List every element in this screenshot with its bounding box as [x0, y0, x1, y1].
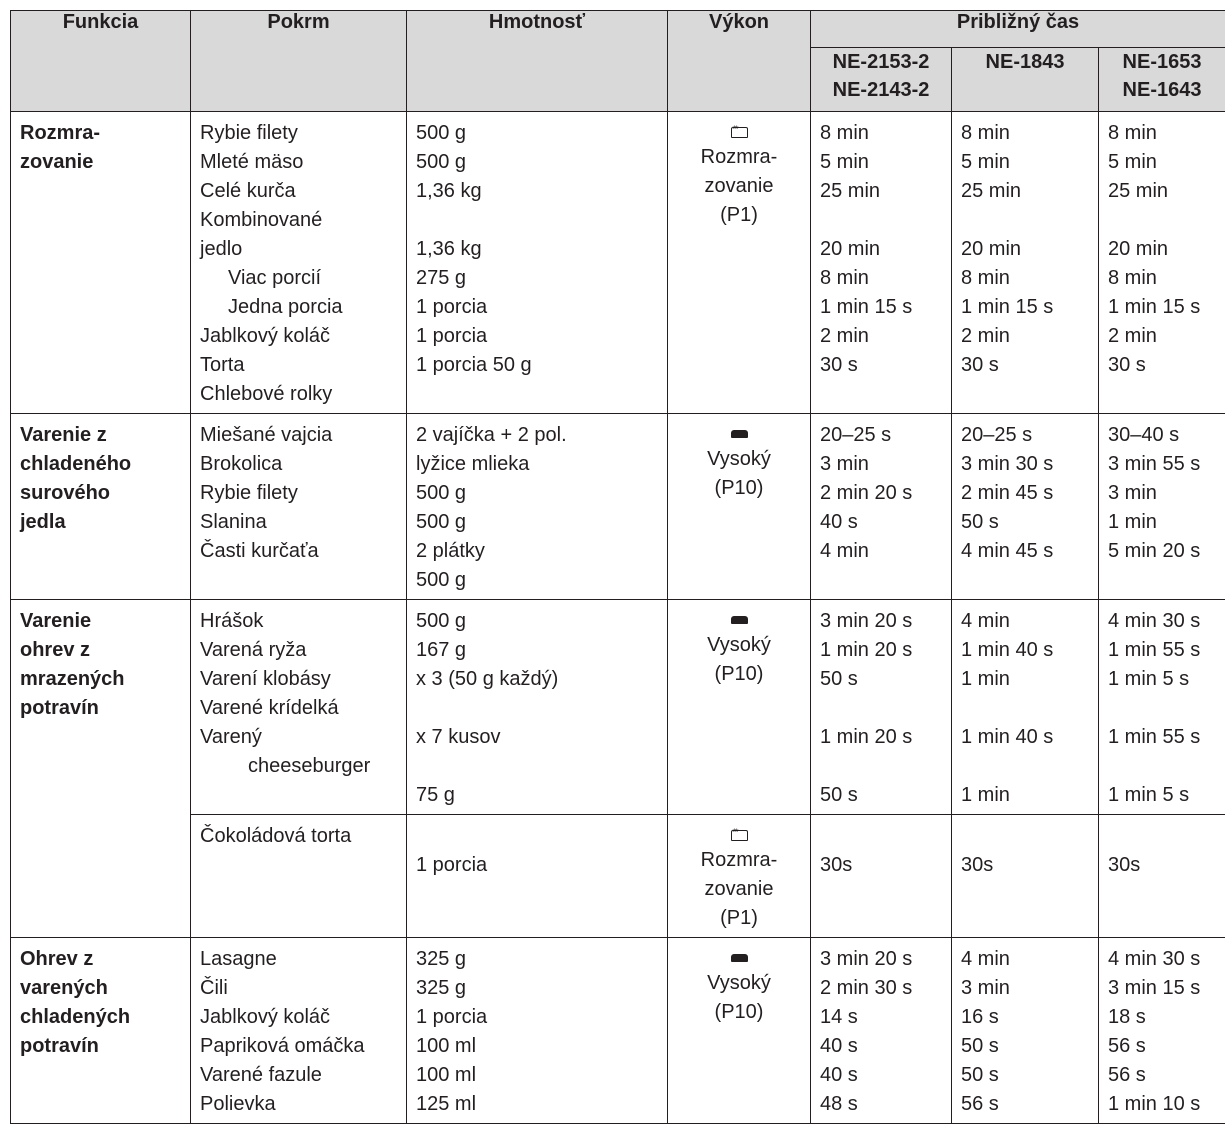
time-value: 2 min 20 s	[820, 479, 943, 508]
time-value: 3 min	[820, 450, 943, 479]
defrost-icon	[731, 830, 748, 841]
spacer	[961, 822, 1090, 851]
time-value: 3 min 20 s	[820, 607, 943, 636]
spacer	[1108, 694, 1217, 723]
header-model-a	[811, 48, 952, 112]
time-value: 5 min	[820, 148, 943, 177]
time-value: 16 s	[961, 1003, 1090, 1032]
defrost-icon	[731, 127, 748, 138]
time-value: 30 s	[820, 351, 943, 380]
power-cell	[668, 112, 811, 414]
weight-value: 75 g	[416, 781, 659, 810]
time-value: 50 s	[961, 1032, 1090, 1061]
time-value: 3 min	[1108, 479, 1217, 508]
dish-name: Jablkový koláč	[200, 322, 398, 351]
header-model-a-line-2: NE-2143-2	[811, 76, 951, 104]
weight-value: 500 g	[416, 148, 659, 177]
spacer	[416, 206, 659, 235]
function-label: mrazených	[20, 665, 182, 694]
time-value: 3 min 55 s	[1108, 450, 1217, 479]
time-value: 1 min 55 s	[1108, 723, 1217, 752]
spacer	[1108, 822, 1217, 851]
function-label: potravín	[20, 694, 182, 723]
time-value: 40 s	[820, 508, 943, 537]
time-value: 4 min	[820, 537, 943, 566]
section-row-chilled-raw	[11, 414, 1225, 600]
weight-value: 500 g	[416, 566, 659, 595]
power-label: Vysoký	[670, 969, 808, 998]
time-cell-model-c	[1099, 815, 1225, 938]
weight-cell	[407, 815, 668, 938]
power-cell	[668, 938, 811, 1124]
power-label: (P1)	[670, 904, 808, 933]
header-funkcia: Funkcia	[11, 11, 191, 112]
time-value: 14 s	[820, 1003, 943, 1032]
spacer	[820, 694, 943, 723]
dish-name: Jedna porcia	[200, 293, 398, 322]
time-value: 18 s	[1108, 1003, 1217, 1032]
spacer	[416, 694, 659, 723]
function-label: jedla	[20, 508, 182, 537]
spacer	[820, 822, 943, 851]
time-value: 2 min 30 s	[820, 974, 943, 1003]
time-value: 56 s	[961, 1090, 1090, 1119]
time-value: 1 min 5 s	[1108, 781, 1217, 810]
weight-value: 500 g	[416, 119, 659, 148]
weight-cell	[407, 938, 668, 1124]
time-value: 4 min 30 s	[1108, 945, 1217, 974]
time-value: 30s	[1108, 851, 1217, 880]
dish-name: jedlo	[200, 235, 398, 264]
weight-value: lyžice mlieka	[416, 450, 659, 479]
weight-value: 125 ml	[416, 1090, 659, 1119]
power-label: (P10)	[670, 998, 808, 1027]
time-value: 1 min 20 s	[820, 723, 943, 752]
dish-name: Čokoládová torta	[200, 822, 398, 851]
high-power-icon	[731, 954, 748, 962]
weight-value: 325 g	[416, 945, 659, 974]
weight-value: 2 vajíčka + 2 pol.	[416, 421, 659, 450]
time-value: 48 s	[820, 1090, 943, 1119]
dish-cell	[191, 815, 407, 938]
time-value: 56 s	[1108, 1032, 1217, 1061]
time-cell-model-a	[811, 112, 952, 414]
time-value: 8 min	[961, 119, 1090, 148]
weight-cell	[407, 600, 668, 815]
time-value: 1 min 15 s	[961, 293, 1090, 322]
weight-value: 275 g	[416, 264, 659, 293]
time-value: 3 min	[961, 974, 1090, 1003]
spacer	[820, 752, 943, 781]
time-cell-model-b	[952, 414, 1099, 600]
dish-name: Slanina	[200, 508, 398, 537]
time-value: 1 min 40 s	[961, 636, 1090, 665]
weight-value: 500 g	[416, 508, 659, 537]
header-model-c	[1099, 48, 1225, 112]
function-cell	[11, 414, 191, 600]
dish-name: Jablkový koláč	[200, 1003, 398, 1032]
weight-value: 1,36 kg	[416, 235, 659, 264]
dish-name: Torta	[200, 351, 398, 380]
time-cell-model-b	[952, 938, 1099, 1124]
weight-value: 1 porcia	[416, 293, 659, 322]
weight-cell	[407, 112, 668, 414]
time-value: 8 min	[961, 264, 1090, 293]
header-model-a-line-1: NE-2153-2	[811, 48, 951, 76]
time-value: 3 min 15 s	[1108, 974, 1217, 1003]
spacer	[820, 206, 943, 235]
dish-cell	[191, 938, 407, 1124]
function-label: ohrev z	[20, 636, 182, 665]
spacer	[961, 752, 1090, 781]
time-value: 20–25 s	[820, 421, 943, 450]
dish-name: Varený	[200, 723, 398, 752]
function-label: Varenie	[20, 607, 182, 636]
time-cell-model-c	[1099, 600, 1225, 815]
power-label: Vysoký	[670, 445, 808, 474]
function-label: varených	[20, 974, 182, 1003]
time-value: 1 min 10 s	[1108, 1090, 1217, 1119]
time-value: 40 s	[820, 1032, 943, 1061]
time-value: 30 s	[1108, 351, 1217, 380]
dish-cell	[191, 600, 407, 815]
time-value: 25 min	[820, 177, 943, 206]
time-cell-model-b	[952, 815, 1099, 938]
power-label: Rozmra-	[670, 143, 808, 172]
time-value: 1 min 15 s	[1108, 293, 1217, 322]
time-value: 50 s	[961, 508, 1090, 537]
time-value: 4 min 30 s	[1108, 607, 1217, 636]
time-value: 20–25 s	[961, 421, 1090, 450]
function-label: Varenie z	[20, 421, 182, 450]
dish-name: Rybie filety	[200, 119, 398, 148]
dish-name: Rybie filety	[200, 479, 398, 508]
time-value: 50 s	[820, 665, 943, 694]
function-label: surového	[20, 479, 182, 508]
function-cell	[11, 938, 191, 1124]
time-value: 5 min	[1108, 148, 1217, 177]
header-vykon: Výkon	[668, 11, 811, 112]
time-value: 50 s	[961, 1061, 1090, 1090]
weight-value: x 3 (50 g každý)	[416, 665, 659, 694]
time-value: 8 min	[820, 119, 943, 148]
time-value: 1 min 15 s	[820, 293, 943, 322]
function-label: Rozmra-	[20, 119, 182, 148]
function-label: potravín	[20, 1032, 182, 1061]
time-value: 56 s	[1108, 1061, 1217, 1090]
time-cell-model-a	[811, 600, 952, 815]
time-cell-model-b	[952, 600, 1099, 815]
time-cell-model-c	[1099, 414, 1225, 600]
dish-name: Hrášok	[200, 607, 398, 636]
time-value: 1 min 55 s	[1108, 636, 1217, 665]
header-priblizny-cas: Približný čas	[811, 11, 1225, 48]
section-row-frozen	[11, 600, 1225, 815]
power-label: zovanie	[670, 875, 808, 904]
header-model-c-line-2: NE-1643	[1099, 76, 1225, 104]
time-value: 5 min	[961, 148, 1090, 177]
time-value: 50 s	[820, 781, 943, 810]
function-label: chladených	[20, 1003, 182, 1032]
section-row-frozen-sub	[11, 815, 1225, 938]
time-cell-model-a	[811, 815, 952, 938]
cooking-times-table	[10, 10, 1225, 1124]
dish-cell	[191, 414, 407, 600]
power-label: (P1)	[670, 201, 808, 230]
time-value: 1 min	[961, 781, 1090, 810]
weight-value: 1 porcia	[416, 851, 659, 880]
weight-cell	[407, 414, 668, 600]
dish-name: Viac porcií	[200, 264, 398, 293]
power-label: (P10)	[670, 660, 808, 689]
time-cell-model-c	[1099, 112, 1225, 414]
dish-name: Varená ryža	[200, 636, 398, 665]
weight-value: 500 g	[416, 607, 659, 636]
spacer	[961, 206, 1090, 235]
high-power-icon	[731, 430, 748, 438]
header-pokrm: Pokrm	[191, 11, 407, 112]
time-value: 5 min 20 s	[1108, 537, 1217, 566]
power-label: Vysoký	[670, 631, 808, 660]
dish-name: Varené krídelká	[200, 694, 398, 723]
spacer	[416, 752, 659, 781]
weight-value: x 7 kusov	[416, 723, 659, 752]
power-cell	[668, 600, 811, 815]
time-value: 30s	[961, 851, 1090, 880]
time-value: 30 s	[961, 351, 1090, 380]
time-value: 3 min 20 s	[820, 945, 943, 974]
dish-name: Papriková omáčka	[200, 1032, 398, 1061]
time-value: 4 min	[961, 607, 1090, 636]
dish-name: Časti kurčaťa	[200, 537, 398, 566]
dish-name: Lasagne	[200, 945, 398, 974]
dish-name: Chlebové rolky	[200, 380, 398, 409]
high-power-icon	[731, 616, 748, 624]
time-value: 1 min	[961, 665, 1090, 694]
power-cell	[668, 414, 811, 600]
dish-cell	[191, 112, 407, 414]
dish-name: Mleté mäso	[200, 148, 398, 177]
time-value: 2 min	[1108, 322, 1217, 351]
weight-value: 325 g	[416, 974, 659, 1003]
spacer	[1108, 752, 1217, 781]
time-value: 3 min 30 s	[961, 450, 1090, 479]
spacer	[961, 694, 1090, 723]
time-value: 20 min	[820, 235, 943, 264]
dish-name: Varení klobásy	[200, 665, 398, 694]
weight-value: 2 plátky	[416, 537, 659, 566]
time-value: 1 min 40 s	[961, 723, 1090, 752]
time-value: 40 s	[820, 1061, 943, 1090]
time-cell-model-c	[1099, 938, 1225, 1124]
time-value: 20 min	[961, 235, 1090, 264]
time-cell-model-a	[811, 938, 952, 1124]
time-value: 30–40 s	[1108, 421, 1217, 450]
time-value: 25 min	[1108, 177, 1217, 206]
time-value: 2 min	[961, 322, 1090, 351]
time-cell-model-b	[952, 112, 1099, 414]
weight-value: 1 porcia 50 g	[416, 351, 659, 380]
weight-value: 1,36 kg	[416, 177, 659, 206]
dish-name: Celé kurča	[200, 177, 398, 206]
header-hmotnost: Hmotnosť	[407, 11, 668, 112]
time-value: 4 min	[961, 945, 1090, 974]
weight-value: 100 ml	[416, 1061, 659, 1090]
header-model-c-line-1: NE-1653	[1099, 48, 1225, 76]
weight-value: 1 porcia	[416, 1003, 659, 1032]
power-label: (P10)	[670, 474, 808, 503]
dish-name: Polievka	[200, 1090, 398, 1119]
time-value: 8 min	[820, 264, 943, 293]
dish-name: cheeseburger	[200, 752, 398, 781]
function-label: Ohrev z	[20, 945, 182, 974]
dish-name: Kombinované	[200, 206, 398, 235]
time-value: 2 min 45 s	[961, 479, 1090, 508]
time-value: 20 min	[1108, 235, 1217, 264]
weight-value: 500 g	[416, 479, 659, 508]
weight-value: 1 porcia	[416, 322, 659, 351]
function-cell	[11, 112, 191, 414]
function-cell	[11, 600, 191, 938]
time-value: 25 min	[961, 177, 1090, 206]
weight-value: 100 ml	[416, 1032, 659, 1061]
time-cell-model-a	[811, 414, 952, 600]
header-model-b: NE-1843	[952, 48, 1099, 112]
time-value: 1 min 5 s	[1108, 665, 1217, 694]
time-value: 1 min	[1108, 508, 1217, 537]
dish-name: Varené fazule	[200, 1061, 398, 1090]
dish-name: Brokolica	[200, 450, 398, 479]
function-label: chladeného	[20, 450, 182, 479]
power-cell	[668, 815, 811, 938]
spacer	[1108, 206, 1217, 235]
dish-name: Miešané vajcia	[200, 421, 398, 450]
time-value: 4 min 45 s	[961, 537, 1090, 566]
time-value: 8 min	[1108, 119, 1217, 148]
time-value: 1 min 20 s	[820, 636, 943, 665]
power-label: zovanie	[670, 172, 808, 201]
weight-value: 167 g	[416, 636, 659, 665]
section-row-defrost	[11, 112, 1225, 414]
section-row-reheat-cooked	[11, 938, 1225, 1124]
function-label: zovanie	[20, 148, 182, 177]
time-value: 2 min	[820, 322, 943, 351]
time-value: 8 min	[1108, 264, 1217, 293]
dish-name: Čili	[200, 974, 398, 1003]
spacer	[416, 822, 659, 851]
time-value: 30s	[820, 851, 943, 880]
power-label: Rozmra-	[670, 846, 808, 875]
